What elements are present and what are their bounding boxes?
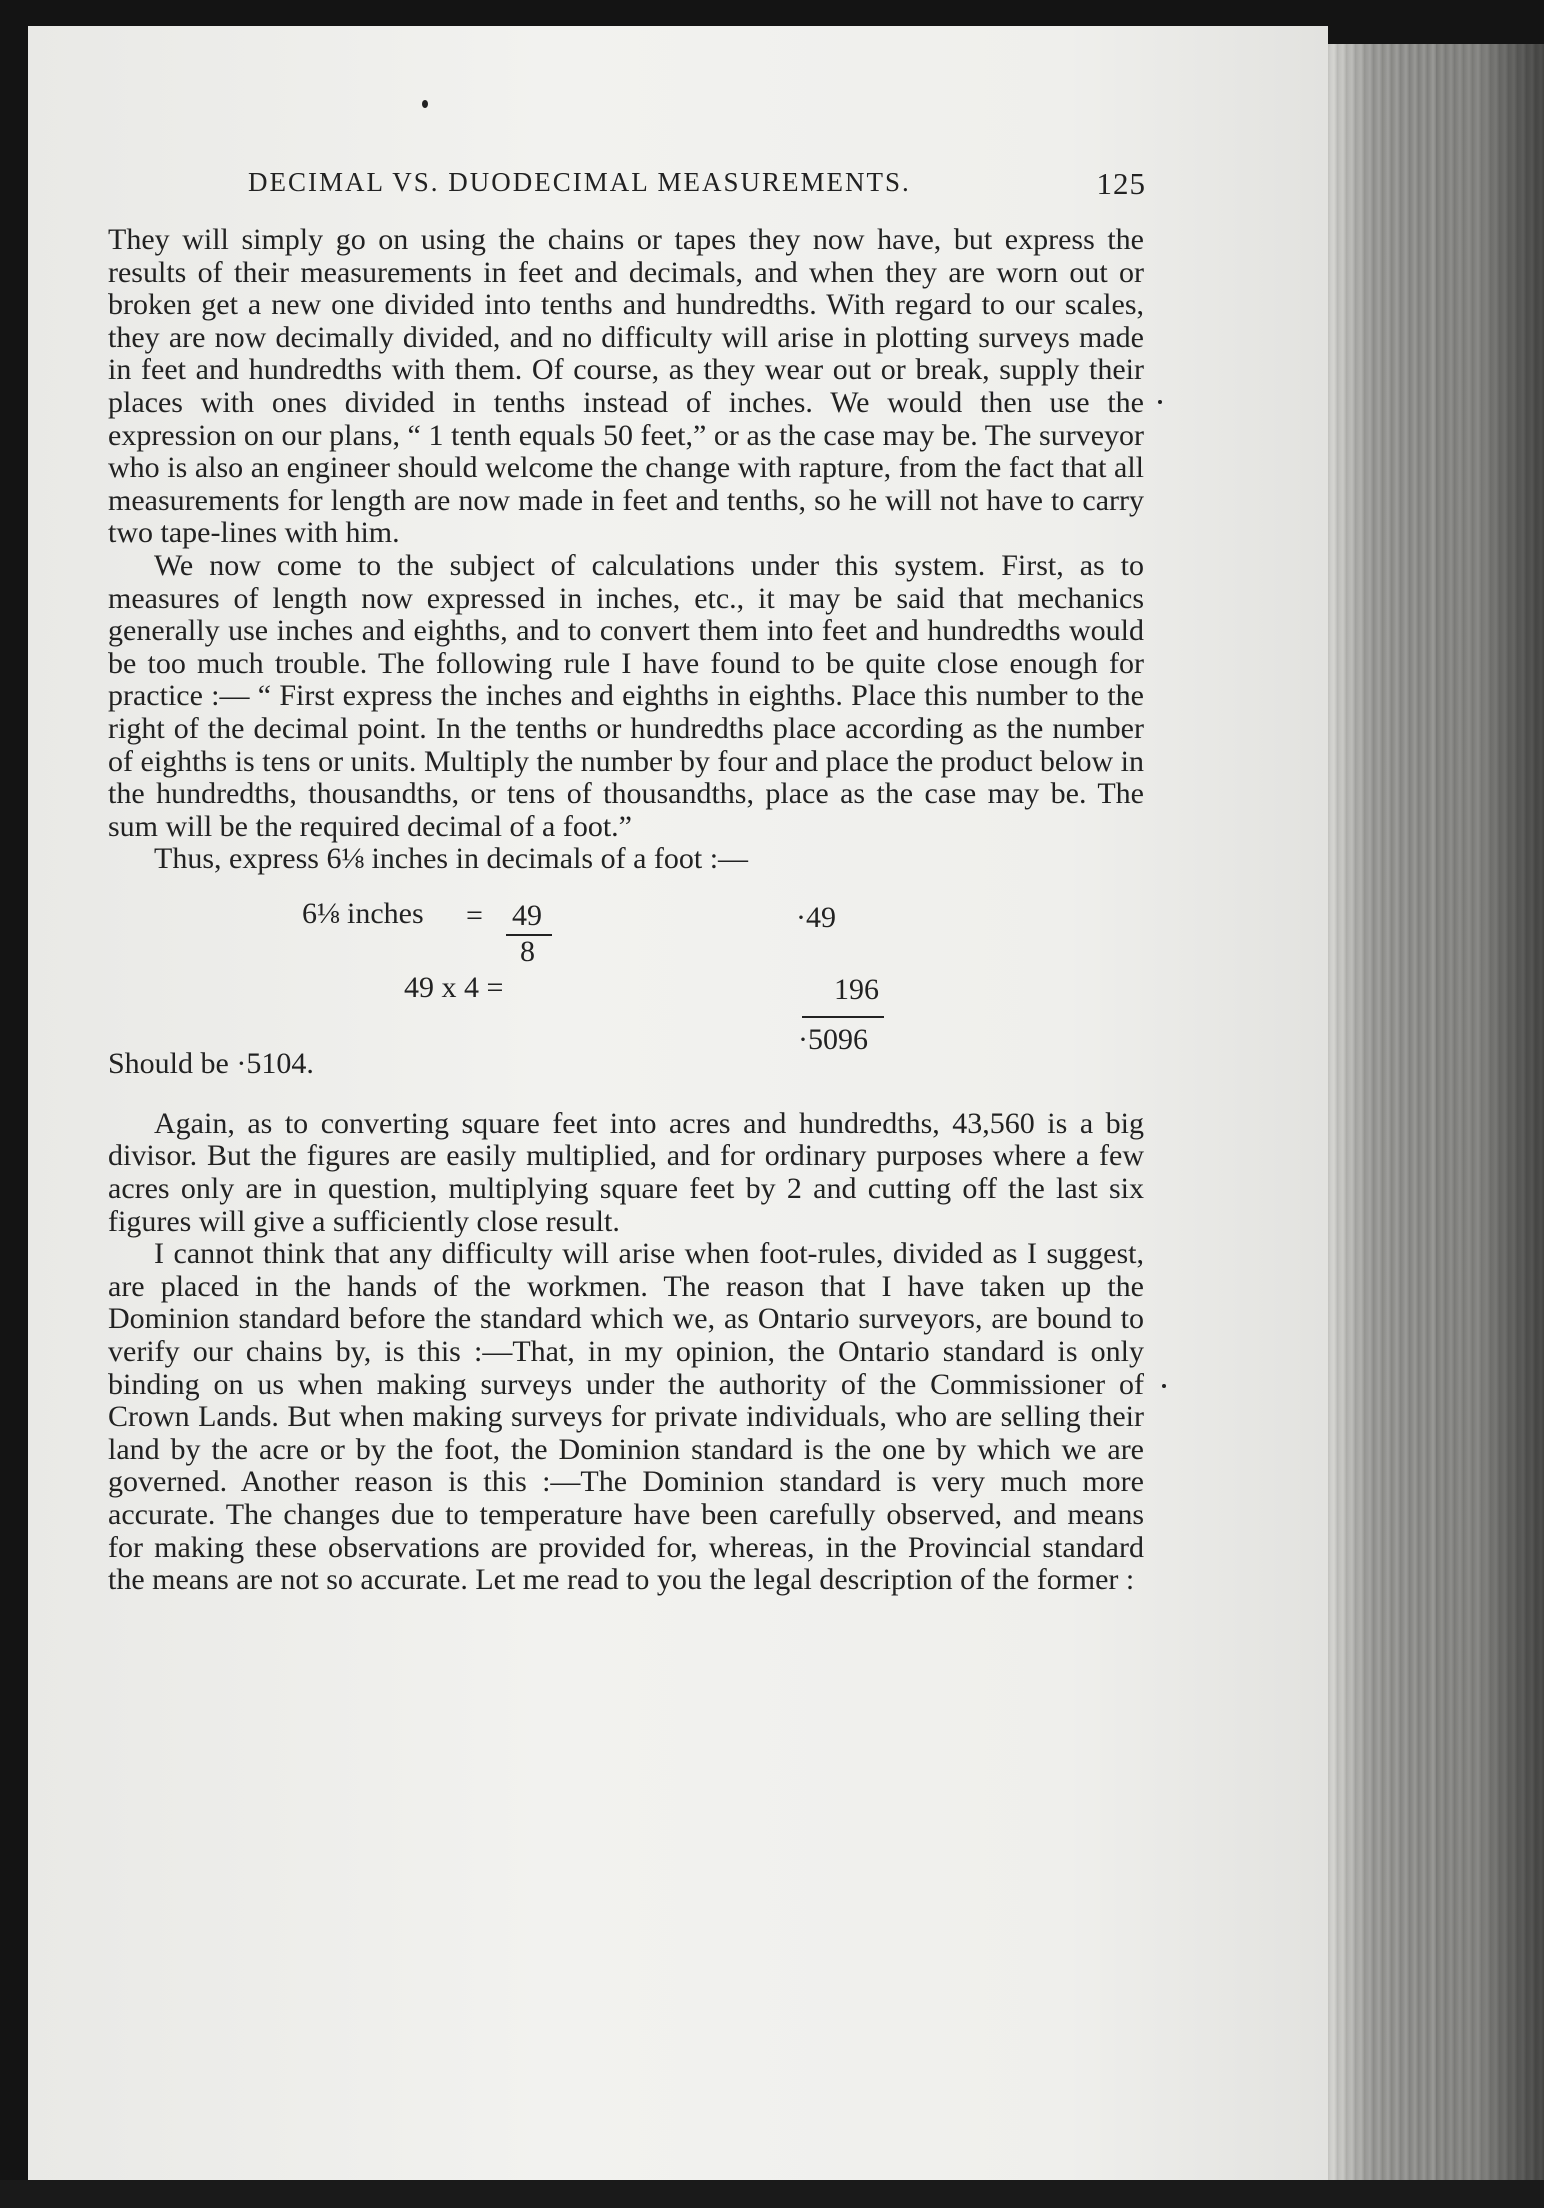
- calc-product: 196: [834, 972, 879, 1006]
- calc-result: ·5096: [798, 1022, 868, 1056]
- page-stack-shadow: [1436, 44, 1544, 2208]
- calc-equals: =: [466, 898, 483, 932]
- scan-border: [0, 2180, 1544, 2208]
- worked-calculation: [108, 898, 1144, 1068]
- calc-decimal-49: ·49: [796, 900, 836, 934]
- running-header: [108, 160, 1144, 216]
- running-title: DECIMAL VS. DUODECIMAL MEASUREMENTS.: [248, 167, 911, 197]
- speck-mark: [1162, 1384, 1166, 1388]
- paragraph-dominion-standard: I cannot think that any difficulty will arise when foot-rules, divided as I suggest, are placed in the hands of the workmen. The reason that I have taken up the Dominion standard before the standard which we, as Ontario surveyors, are bound to verify our chains by, is this :—That, in my opinion, the Ontario standard is only binding on us when making surveys under the authority of the Commissioner of Crown Lands. But when making surveys for private individuals, who are selling their land by the acre or by the foot, the Dominion standard is the one by which we are governed. Another reason is this :—The Dominion standard is very much more accurate. The changes due to temperature have been carefully observed, and means for making these observations are provided for, whereas, in the Provincial standard the means are not so accurate. Let me read to you the legal description of the former :: [108, 1237, 1144, 1597]
- speck-mark: [422, 100, 428, 108]
- paragraph-example-intro: Thus, express 6⅛ inches in decimals of a foot :—: [154, 842, 749, 876]
- calc-inches-label: 6⅛ inches: [302, 896, 424, 930]
- paragraph-acres: Again, as to converting square feet into acres and hundredths, 43,560 is a big divisor. But the figures are easily multiplied, and for ordinary purposes where a few acres only are in question, multiplying square feet by 2 and cutting off the last six figures will give a sufficiently close result.: [108, 1106, 1144, 1238]
- page-content: [108, 160, 1144, 1597]
- paragraph-calculations: We now come to the subject of calculations under this system. First, as to measures of length now expressed in inches, etc., it may be said that mechanics generally use inches and eighths, and to convert them into feet and hundredths would be too much trouble. The following rule I have found to be quite close enough for practice :— “ First express the inches and eighths in eighths. Place this number to the right of the decimal point. In the tenths or hundredths place according as the number of eighths is tens or units. Multiply the number by four and place the product below in the hundredths, thousandths, or tens of thousandths, place as the case may be. The sum will be the required decimal of a foot.”: [108, 548, 1144, 843]
- calc-multiply: 49 x 4 =: [404, 970, 504, 1004]
- page-number: 125: [1096, 166, 1146, 201]
- sum-line: [802, 1016, 884, 1018]
- speck-mark: [1158, 400, 1162, 404]
- correction-text: Should be ·5104.: [108, 1046, 314, 1080]
- calc-numerator: 49: [512, 898, 542, 932]
- paragraph-continuation: They will simply go on using the chains or tapes they now have, but express the results of their measurements in feet and decimals, and when they are worn out or broken get a new one divided into tenths and hundredths. With regard to our scales, they are now decimally divided, and no difficulty will arise in plotting surveys made in feet and hundredths with them. Of course, as they wear out or break, supply their places with ones divided in tenths instead of inches. We would then use the expression on our plans, “ 1 tenth equals 50 feet,” or as the case may be. The surveyor who is also an engineer should welcome the change with rapture, from the fact that all measurements for length are now made in feet and tenths, so he will not have to carry two tape-lines with him.: [108, 223, 1144, 550]
- correction-line: [108, 1048, 1144, 1108]
- calc-denominator: 8: [520, 934, 535, 968]
